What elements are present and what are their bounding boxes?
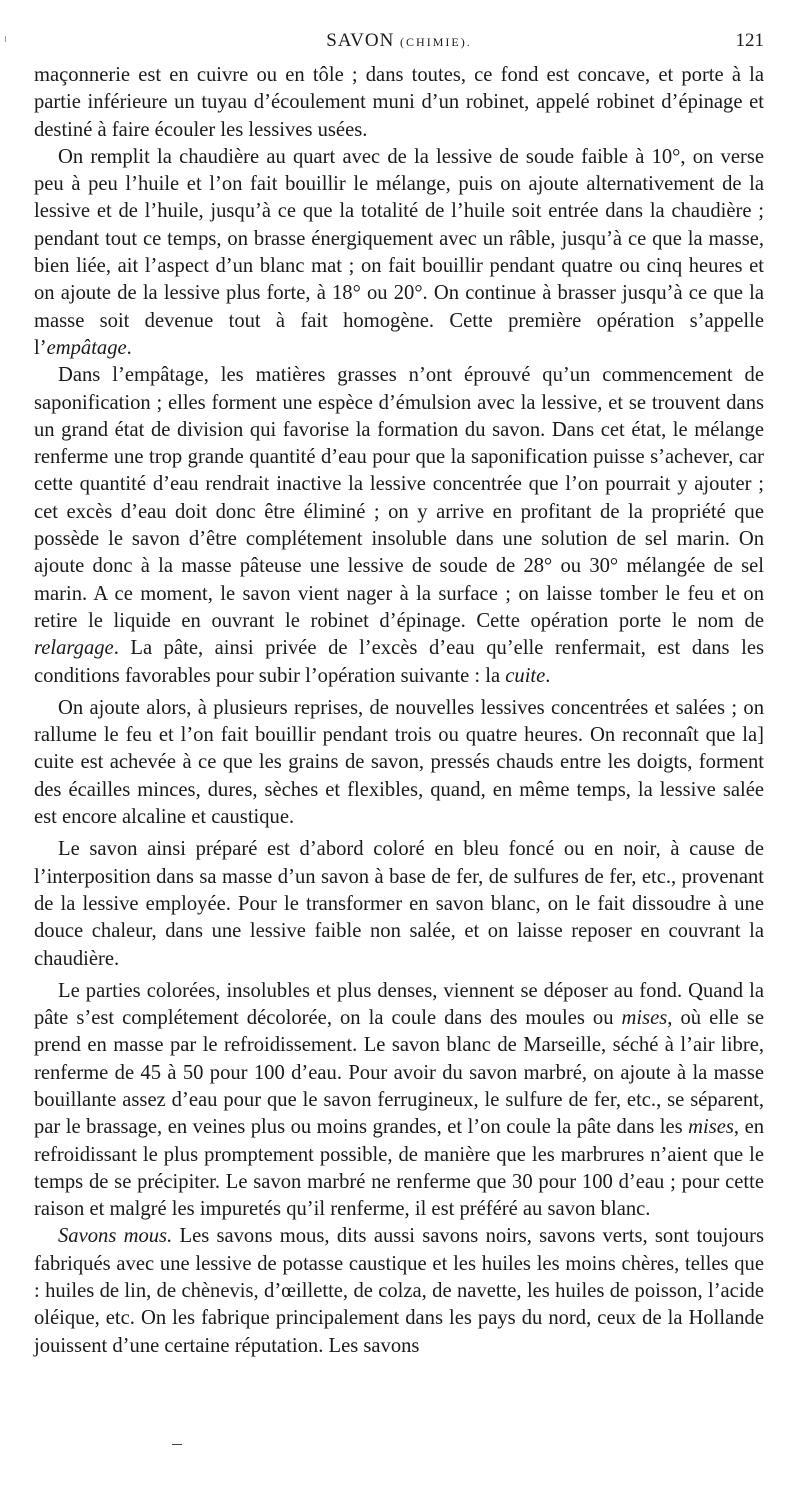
term-relargage: relargage — [34, 637, 114, 660]
paragraph-1-text: maçonnerie est en cuivre ou en tôle ; dans toutes, ce fond est concave, et porte à la partie inférieure un tuyau d’écoulement muni d’un robinet, appelé robinet d’épinage et destiné à faire écouler les lessives usées. — [34, 64, 764, 141]
page-number: 121 — [735, 30, 764, 51]
term-cuite: cuite — [505, 664, 546, 687]
paragraph-6-text-a: Le parties colorées, insolubles et plus denses, viennent se déposer au fond. Quand la pâte s’est complétement décolorée, on la coule dans des moules ou — [34, 979, 764, 1030]
running-header — [34, 30, 764, 54]
paragraph-2 — [34, 144, 764, 362]
paragraph-5 — [34, 836, 764, 972]
paragraph-3-text-c: . — [545, 664, 551, 687]
margin-mark — [5, 36, 6, 42]
paragraph-1 — [34, 62, 764, 144]
paragraph-6-text-c: , en refroidissant le plus promptement possible, de manière que les marbrures n’aient que le temps de se précipiter. Le savon marbré ne renferme que 30 pour 100 d’eau ; pour cette raison et malgré les impuretés qu’il renferme, il est préféré au savon blanc. — [34, 1116, 765, 1221]
running-title-sub: (CHIMIE). — [400, 35, 472, 49]
paragraph-6 — [34, 978, 764, 1224]
paragraph-2-end: . — [126, 336, 132, 359]
footer-tick — [172, 1444, 182, 1445]
paragraph-5-text: Le savon ainsi préparé est d’abord coloré en bleu foncé ou en noir, à cause de l’interposition dans sa masse d’un savon à base de fer, de sulfures de fer, etc., provenant de la lessive employée. Pour le transformer en savon blanc, on le fait dissoudre à une douce chaleur, dans une lessive faible non salée, et on laisse reposer en couvrant la chaudière. — [34, 838, 764, 970]
paragraph-3-text-a: Dans l’empâtage, les matières grasses n’ont éprouvé qu’un commencement de saponification ; elles forment une espèce d’émulsion avec la lessive, et se trouvent dans un grand état de division qui favorise la formation du savon. Dans cet état, le mélange renferme une trop grande quantité d’eau pour que la saponification puisse s’achever, car cette quantité d’eau rendrait inactive la lessive concentrée que l’on pourrait y ajouter ; cet excès d’eau doit donc être éliminé ; on y arrive en profitant de la propriété que possède le savon d’être complétement insoluble dans une solution de sel marin. On ajoute donc à la masse pâteuse une lessive de soude de 28° ou 30° mélangée de sel marin. A ce moment, le savon vient nager à la surface ; on laisse tomber le feu et on retire le liquide en ouvrant le robinet d’épinage. Cette opération porte le nom de — [34, 364, 764, 632]
term-mises-2: mises — [688, 1116, 734, 1139]
section-heading-savons-mous: Savons mous. — [58, 1225, 173, 1248]
term-empatage: empâtage — [46, 336, 127, 359]
term-mises: mises — [621, 1007, 668, 1030]
running-title-main: SAVON — [326, 30, 395, 51]
paragraph-6-text-b: , où elle se prend en masse par le refroidissement. Le savon blanc de Marseille, séché à l’air libre, renferme de 45 à 50 pour 100 d’eau. Pour avoir du savon marbré, on ajoute à la masse bouillante assez d’eau pour que le savon ferrugineux, le sulfure de fer, etc., se séparent, par le brassage, en veines plus ou moins grandes, et l’on coule la pâte dans les — [34, 1007, 764, 1139]
paragraph-3 — [34, 362, 764, 690]
paragraph-4 — [34, 695, 764, 831]
body-text — [34, 62, 764, 1360]
running-title — [34, 30, 764, 52]
paragraph-7-text: Les savons mous, dits aussi savons noirs, savons verts, sont toujours fabriqués avec une lessive de potasse caustique et les huiles les moins chères, telles que : huiles de lin, de chènevis, d’œillette, de colza, de navette, les huiles de poisson, l’acide oléique, etc. On les fabrique principalement dans les pays du nord, ceux de la Hollande jouissent d’une certaine réputation. Les savons — [34, 1225, 764, 1357]
paragraph-7 — [34, 1223, 764, 1359]
paragraph-4-text: On ajoute alors, à plusieurs reprises, de nouvelles lessives concentrées et salées ; on rallume le feu et l’on fait bouillir pendant trois ou quatre heures. On reconnaît que la] cuite est achevée à ce que les grains de savon, pressés chauds entre les doigts, forment des écailles minces, dures, sèches et flexibles, quand, en même temps, la lessive salée est encore alcaline et caustique. — [34, 696, 764, 829]
paragraph-3-text-b: . La pâte, ainsi privée de l’excès d’eau qu’elle renfermait, est dans les conditions favorables pour subir l’opération suivante : la — [34, 637, 764, 687]
paragraph-2-text: On remplit la chaudière au quart avec de la lessive de soude faible à 10°, on verse peu à peu l’huile et l’on fait bouillir le mélange, puis on ajoute alternativement de la lessive et de l’huile, jusqu’à ce que la totalité de l’huile soit entrée dans la chaudière ; pendant tout ce temps, on brasse énergiquement avec un râble, jusqu’à ce que la masse, bien liée, ait l’aspect d’un blanc mat ; on fait bouillir pendant quatre ou cinq heures et on ajoute de la lessive plus forte, à 18° ou 20°. On continue à brasser jusqu’à ce que la masse soit devenue tout à fait homogène. Cette première opération s’appelle l’ — [34, 145, 764, 359]
